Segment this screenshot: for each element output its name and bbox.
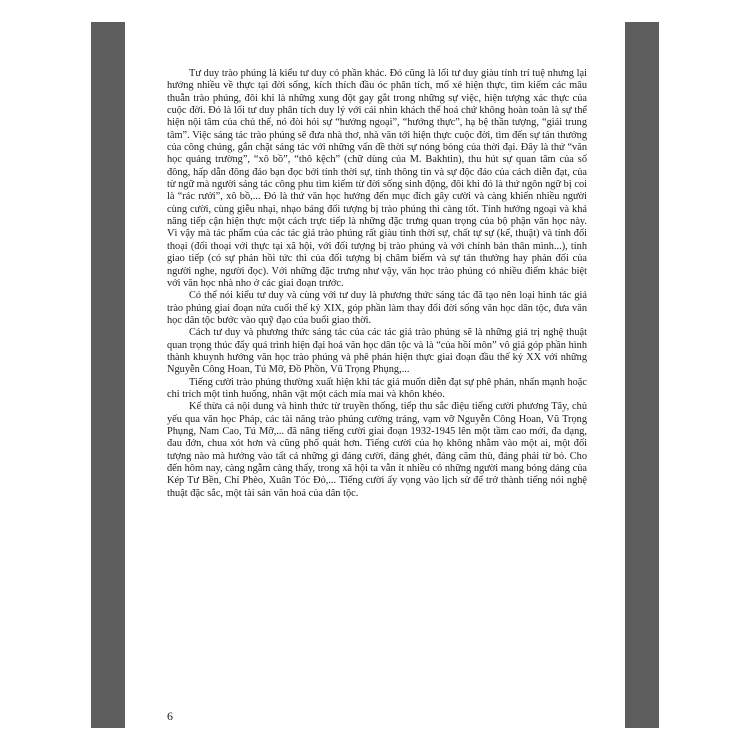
page-number: 6 bbox=[167, 709, 173, 723]
paragraph-1: Tư duy trào phúng là kiểu tư duy có phần khác. Đó cũng là lối tư duy giàu tính trí tuệ nhưng lại hướng nhiều về thực tại đời sống, kích thích đầu óc phân tích, mổ xẻ hiện thực, tìm kiếm các mâu thuẫn trào phúng, đôi khi là những xung đột gay gắt trong những sự việc, hiện tượng xác thực của cuộc đời. Đó là lối tư duy phân tích duy lý với cái nhìn khách thể hoá chứ không hoàn toàn là sự thể hiện nội tâm của chủ thể, nó đòi hỏi sự “hướng ngoại”, “hướng thực”, hạ bệ thần tượng, “giải trung tâm”. Việc sáng tác trào phúng sẽ đưa nhà thơ, nhà văn tới hiện thực cuộc đời, tìm đến sự tán thưởng của công chúng, gắn chặt sáng tác với những vấn đề thời sự nóng bỏng của thời đại. Đây là thứ “văn học quảng trường”, “xô bồ”, “thô kệch” (chữ dùng của M. Bakhtin), thu hút sự quan tâm của số đông, hấp dẫn đông đảo bạn đọc bởi tính thời sự, tính thông tin và sự độc đáo của cách diễn đạt, của từ ngữ mà người sáng tác công phu tìm kiếm từ đời sống sinh động, đôi khi đó là thứ ngôn ngữ bị coi là “rác rưởi”, xô bồ,... Đó là thứ văn học hướng đến mục đích gây cười và càng khiến nhiều người cùng cười, cùng giễu nhại, nhạo báng đối tượng bị trào phúng thì càng tốt. Tính hướng ngoại và khả năng tiếp cận hiện thực một cách trực tiếp là những đặc trưng quan trọng của bộ phận văn học này. Vì vậy mà tác phẩm của các tác giả trào phúng rất giàu tính thời sự, chất tự sự (kể, thuật) và tính đối thoại (đối thoại với thực tại xã hội, với đối tượng bị trào phúng và với chính bản thân mình...), tính giao tiếp (có sự phản hồi tức thì của đối tượng bị châm biếm và sự tán thưởng hay phản đối của người nghe, người đọc). Với những đặc trưng như vậy, văn học trào phúng có nhiều điểm khác biệt với văn học nhà nho ở các giai đoạn trước. bbox=[167, 68, 587, 289]
paragraph-4: Tiếng cười trào phúng thường xuất hiện khi tác giả muốn diễn đạt sự phê phán, nhấn mạnh hoặc chỉ trích một tình huống, nhân vật một cách mỉa mai và khôn khéo. bbox=[167, 376, 587, 400]
paragraph-2: Có thể nói kiểu tư duy và cùng với tư duy là phương thức sáng tác đã tạo nên loại hình tác giả trào phúng giai đoạn nửa cuối thế kỷ XIX, góp phần làm thay đổi đời sống văn học dân tộc, đưa văn học dân tộc bước vào quỹ đạo của buổi giao thời. bbox=[167, 290, 587, 326]
paragraph-3: Cách tư duy và phương thức sáng tác của các tác giả trào phúng sẽ là những giá trị nghệ thuật quan trọng thúc đẩy quá trình hiện đại hoá văn học dân tộc và là “của hồi môn” vô giá góp phần hình thành khuynh hướng văn học trào phúng và phê phán hiện thực giai đoạn đầu thế kỷ XX với những Nguyễn Công Hoan, Tú Mỡ, Đồ Phồn, Vũ Trọng Phụng,... bbox=[167, 327, 587, 376]
paragraph-5: Kế thừa cả nội dung và hình thức từ truyền thống, tiếp thu sắc điệu tiếng cười phương Tây, chủ yếu qua văn học Pháp, các tài năng trào phúng cường tráng, vạm vỡ Nguyễn Công Hoan, Vũ Trọng Phụng, Nam Cao, Tú Mỡ,... đã nâng tiếng cười giai đoạn 1932-1945 lên một tầm cao mới, đa dạng, đau đớn, chua xót hơn và cũng phổ quát hơn. Tiếng cười của họ không nhằm vào một ai, một đối tượng nào mà hướng vào tất cả những gì đáng cười, đáng ghét, đáng căm thù, đáng phải từ bỏ. Cho đến hôm nay, càng ngẫm càng thấy, trong xã hội ta vẫn ít nhiều có những người mang bóng dáng của Kép Tư Bền, Chí Phèo, Xuân Tóc Đỏ,... Tiếng cười ấy vọng vào lịch sử để trở thành tiếng nói nghệ thuật đặc sắc, một tài sản văn hoá của dân tộc. bbox=[167, 401, 587, 499]
document-page bbox=[125, 22, 625, 728]
